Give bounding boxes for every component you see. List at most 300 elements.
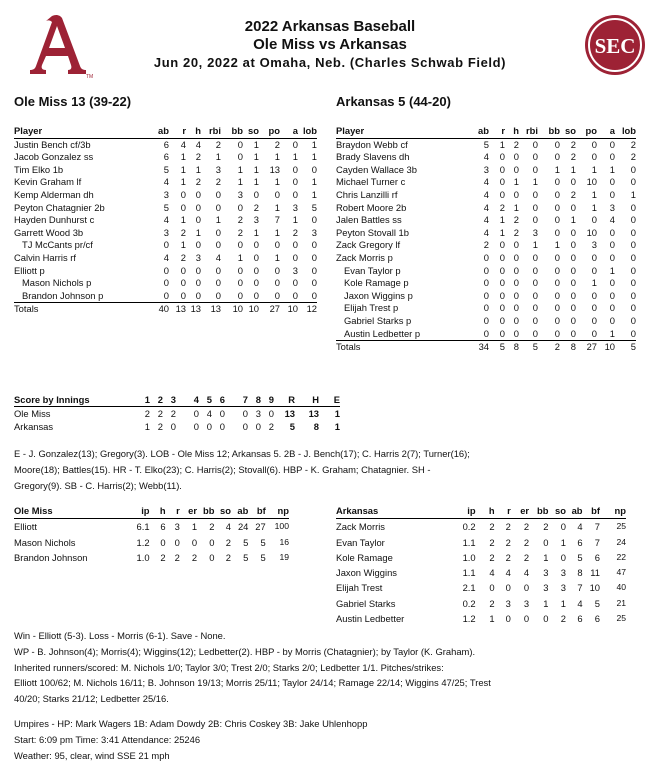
inning-header: 3 (170, 394, 176, 405)
stat-rbi: 1 (215, 214, 221, 226)
stat-bf: 6 (594, 613, 601, 625)
stat-ab: 5 (243, 536, 249, 548)
stat-a: 0 (609, 277, 615, 289)
total-ab: 40 (158, 303, 169, 315)
player-row (336, 252, 636, 265)
home-batting-table (336, 125, 636, 354)
stat-so: 2 (570, 138, 576, 150)
player-name: Kemp Alderman dh (14, 188, 94, 200)
stat-bb: 2 (543, 521, 549, 533)
pitching-notes-line: Inherited runners/scored: M. Nichols 1/0; Taylor 3/0; Trest 2/0; Starks 2/0; Ledbetter 1/1. Pitches/strikes: (14, 661, 444, 673)
stat-r: 0 (499, 188, 505, 200)
stat-lob: 0 (311, 214, 317, 226)
stat-lob: 2 (630, 138, 636, 150)
player-name: Elijah Trest p (344, 302, 399, 314)
player-name: Jacob Gonzalez ss (14, 151, 94, 163)
column-header-er: er (511, 503, 529, 519)
stat-ab: 0 (163, 264, 169, 276)
stat-h: 3 (195, 251, 201, 263)
stat-r: 2 (505, 536, 511, 548)
totals-row (336, 341, 636, 354)
game-notes (14, 446, 614, 493)
player-row (14, 189, 317, 202)
stat-so: 2 (225, 536, 231, 548)
stat-ab: 0 (163, 239, 169, 251)
stat-np: 16 (279, 536, 289, 547)
pitching-notes-line: 40/20; Starks 21/12; Ledbetter 25/16. (14, 693, 169, 705)
stat-a: 0 (280, 290, 298, 303)
stat-lob: 0 (311, 251, 317, 263)
column-header-po: po (259, 125, 280, 138)
stat-h: 4 (489, 567, 495, 579)
stat-h: 1 (489, 613, 495, 625)
pitcher-name: Elijah Trest (336, 582, 383, 594)
stat-ip: 1.0 (462, 551, 476, 563)
stat-h: 2 (513, 226, 519, 238)
stat-bf: 6 (594, 551, 601, 563)
table-header-row (336, 125, 636, 138)
stat-r: 1 (180, 214, 186, 226)
column-header-label: Player (14, 125, 149, 138)
stat-ip: 1.0 (136, 551, 150, 563)
column-header-r: r (166, 503, 180, 519)
player-name: Braydon Webb cf (336, 138, 408, 150)
stat-a: 0 (292, 251, 298, 263)
player-row (336, 227, 636, 240)
column-header-bb: bb (529, 503, 548, 519)
stat-so: 0 (570, 176, 576, 188)
stat-po: 1 (591, 201, 597, 213)
stat-lob: 1 (630, 188, 636, 200)
player-row (336, 315, 636, 328)
pitching-notes-line: Elliott 100/62; M. Nichols 16/11; B. Johnson 19/13; Morris 25/11; Taylor 24/14; Ramage 22/14; Wiggins 47/25; Trest (14, 677, 491, 689)
report-header (0, 18, 660, 71)
stat-rbi: 2 (215, 138, 221, 150)
stat-lob: 1 (311, 176, 317, 188)
stat-ip: 1.1 (462, 536, 476, 548)
total-errors: 1 (319, 407, 340, 421)
stat-ab: 0 (149, 290, 169, 303)
stat-bb: 1 (543, 597, 549, 609)
total-runs: 13 (274, 407, 295, 421)
stat-so: 1 (253, 138, 259, 150)
stat-so: 0 (570, 289, 576, 301)
stat-rbi: 0 (519, 328, 538, 341)
player-name: Cayden Wallace 3b (336, 163, 417, 175)
stat-bb: 0 (237, 201, 243, 213)
column-header-h: h (150, 503, 166, 519)
stat-so: 0 (560, 521, 566, 533)
stat-r: 0 (499, 251, 505, 263)
stat-a: 1 (292, 214, 298, 226)
stat-er: 0 (191, 536, 198, 548)
stat-ab: 0 (483, 289, 489, 301)
stat-ip: 1.2 (136, 536, 150, 548)
stat-po: 1 (274, 176, 280, 188)
stat-lob: 0 (630, 289, 636, 301)
stat-lob: 0 (298, 290, 317, 303)
stat-ab: 0 (483, 264, 489, 276)
stat-ab: 4 (163, 176, 169, 188)
stat-ip: 0.2 (462, 521, 476, 533)
stat-r: 0 (174, 536, 180, 548)
stat-bb: 3 (237, 188, 243, 200)
stat-h: 0 (160, 536, 166, 548)
date-site: Jun 20, 2022 at Omaha, Neb. (Charles Schwab Field) (153, 55, 507, 70)
stat-lob: 0 (311, 277, 317, 289)
stat-r: 2 (505, 551, 511, 563)
stat-so: 0 (570, 201, 576, 213)
home-pitching-table (336, 503, 626, 626)
player-row (336, 164, 636, 177)
total-rbi: 13 (210, 303, 221, 315)
stat-bb: 0 (554, 214, 560, 226)
stat-bb: 0 (221, 290, 243, 303)
stat-a: 1 (292, 151, 298, 163)
column-header-lob: lob (615, 125, 636, 138)
stat-er: 2 (191, 551, 198, 563)
stat-er: 0 (523, 582, 530, 594)
stat-ab: 0 (163, 277, 169, 289)
stat-rbi: 0 (532, 214, 538, 226)
column-header-po: po (576, 125, 597, 138)
inning-runs: 0 (255, 421, 261, 432)
column-header-ip: ip (130, 503, 149, 519)
column-header-er: er (180, 503, 197, 519)
away-batting-table (14, 125, 317, 316)
stat-r: 1 (180, 239, 186, 251)
inning-runs: 2 (150, 407, 163, 421)
stat-rbi: 0 (215, 264, 221, 276)
stat-h: 0 (513, 302, 519, 314)
stat-po: 3 (591, 239, 597, 251)
stat-np: 100 (274, 521, 289, 532)
stat-h: 0 (513, 264, 519, 276)
stat-ab: 3 (163, 188, 169, 200)
stat-rbi: 0 (532, 289, 538, 301)
stat-so: 1 (560, 597, 566, 609)
column-header-np: np (600, 503, 626, 519)
stat-bb: 0 (237, 264, 243, 276)
stat-a: 0 (292, 176, 298, 188)
stat-np: 24 (616, 536, 626, 547)
stat-rbi: 3 (215, 163, 221, 175)
start-time-line: Start: 6:09 pm Time: 3:41 Attendance: 25246 (14, 733, 201, 745)
stat-h: 6 (160, 521, 166, 533)
total-bb: 10 (232, 303, 243, 315)
game-info (14, 716, 614, 763)
stat-so: 1 (570, 163, 576, 175)
stat-r: 0 (180, 188, 186, 200)
stat-np: 21 (616, 597, 626, 608)
stat-ab: 4 (483, 214, 489, 226)
column-header-label: Player (336, 125, 470, 138)
column-header-ab: ab (566, 503, 583, 519)
hits-header: H (312, 394, 319, 405)
stat-bb: 0 (237, 138, 243, 150)
total-runs: 5 (289, 421, 295, 432)
stat-r: 2 (499, 201, 505, 213)
stat-a: 3 (609, 201, 615, 213)
inning-runs: 2 (268, 421, 274, 432)
stat-po: 1 (591, 163, 597, 175)
player-row (336, 302, 636, 315)
player-row (14, 290, 317, 303)
player-row (336, 290, 636, 303)
stat-bb: 0 (554, 176, 560, 188)
stat-rbi: 4 (215, 251, 221, 263)
stat-a: 0 (609, 138, 615, 150)
stat-h: 2 (489, 597, 495, 609)
stat-ab: 8 (577, 567, 583, 579)
stat-lob: 1 (311, 138, 317, 150)
stat-so: 0 (253, 251, 259, 263)
pitcher-row (14, 535, 289, 550)
column-header-ip: ip (454, 503, 475, 519)
stat-bb: 0 (237, 277, 243, 289)
svg-text:TM: TM (86, 74, 94, 78)
stat-np: 19 (279, 551, 289, 562)
stat-er: 3 (523, 597, 530, 609)
stat-rbi: 0 (532, 188, 538, 200)
column-header-so: so (243, 125, 259, 138)
inning-header: 5 (206, 394, 212, 405)
pitching-notes-line: WP - B. Johnson(4); Morris(4); Wiggins(12); Ledbetter(2). HBP - by Morris (Chatagnier); by Taylor (K. Graham). (14, 645, 476, 657)
stat-h: 0 (195, 214, 201, 226)
stat-bb: 0 (554, 277, 560, 289)
stat-ab: 4 (577, 597, 583, 609)
stat-r: 0 (499, 289, 505, 301)
stat-bb: 1 (237, 251, 243, 263)
stat-rbi: 0 (532, 264, 538, 276)
stat-lob: 0 (630, 251, 636, 263)
stat-lob: 0 (615, 328, 636, 341)
report-title: 2022 Arkansas Baseball (244, 18, 416, 35)
player-name: Brady Slavens dh (336, 151, 410, 163)
stat-h: 0 (195, 201, 201, 213)
stat-rbi: 0 (215, 239, 221, 251)
stat-rbi: 1 (532, 176, 538, 188)
pitcher-name: Zack Morris (336, 521, 385, 533)
stat-np: 25 (616, 521, 626, 532)
stat-ab: 0 (483, 302, 489, 314)
total-rbi: 5 (532, 341, 538, 353)
inning-runs: 0 (212, 407, 225, 421)
stat-bf: 5 (260, 536, 266, 548)
stat-bf: 5 (594, 597, 601, 609)
stat-bb: 0 (237, 151, 243, 163)
stat-er: 2 (523, 551, 530, 563)
column-header-so: so (560, 125, 576, 138)
player-row (336, 265, 636, 278)
player-name: Jalen Battles ss (336, 214, 402, 226)
stat-rbi: 0 (215, 188, 221, 200)
inning-header: 6 (219, 394, 225, 405)
player-row (336, 239, 636, 252)
stat-bb: 2 (209, 521, 215, 533)
stat-lob: 5 (311, 201, 317, 213)
player-name: Peyton Stovall 1b (336, 226, 409, 238)
stat-r: 0 (489, 328, 505, 341)
stat-a: 0 (609, 251, 615, 263)
stat-er: 2 (523, 536, 530, 548)
stat-bb: 1 (554, 163, 560, 175)
stat-bb: 1 (237, 176, 243, 188)
inning-runs: 0 (193, 421, 199, 432)
inning-runs: 0 (219, 421, 225, 432)
stat-ab: 24 (237, 521, 249, 533)
stat-po: 1 (274, 201, 280, 213)
player-row (14, 151, 317, 164)
stat-so: 4 (225, 521, 231, 533)
stat-h: 2 (489, 536, 495, 548)
stat-a: 0 (292, 138, 298, 150)
stat-ab: 4 (483, 226, 489, 238)
stat-r: 3 (505, 597, 511, 609)
player-row (336, 214, 636, 227)
total-errors: 1 (334, 421, 340, 432)
player-name: Jaxon Wiggins p (344, 289, 413, 301)
stat-h: 1 (513, 176, 519, 188)
score-by-innings-label: Score by Innings (14, 394, 90, 405)
player-name: Evan Taylor p (344, 264, 401, 276)
stat-lob: 0 (630, 201, 636, 213)
stat-so: 0 (253, 277, 259, 289)
stat-er: 0 (523, 613, 530, 625)
stat-h: 2 (195, 151, 201, 163)
stat-ab: 5 (163, 201, 169, 213)
team-name: Arkansas (14, 421, 54, 432)
weather-line: Weather: 95, clear, wind SSE 21 mph (14, 749, 170, 761)
pitcher-name: Gabriel Starks (336, 597, 396, 609)
stat-a: 0 (609, 289, 615, 301)
stat-so: 2 (570, 188, 576, 200)
player-row (336, 151, 636, 164)
stat-ab: 6 (163, 151, 169, 163)
column-header-rbi: rbi (201, 125, 221, 138)
stat-po: 0 (274, 188, 280, 200)
stat-rbi: 2 (215, 176, 221, 188)
stat-lob: 0 (630, 176, 636, 188)
stat-so: 0 (560, 551, 566, 563)
stat-bb: 0 (554, 138, 560, 150)
stat-bb: 0 (554, 289, 560, 301)
inning-runs: 3 (248, 407, 261, 421)
stat-rbi: 0 (215, 201, 221, 213)
stat-a: 3 (292, 201, 298, 213)
stat-lob: 0 (630, 314, 636, 326)
stat-so: 3 (253, 214, 259, 226)
stat-ab: 5 (243, 551, 249, 563)
stat-h: 0 (513, 314, 519, 326)
stat-h: 0 (513, 151, 519, 163)
column-header-so: so (548, 503, 566, 519)
stat-ip: 0.2 (462, 597, 476, 609)
stat-po: 0 (591, 302, 597, 314)
stat-er: 2 (523, 521, 530, 533)
stat-po: 1 (274, 151, 280, 163)
stat-po: 0 (274, 264, 280, 276)
column-header-bf: bf (248, 503, 265, 519)
stat-lob: 3 (311, 226, 317, 238)
player-row (14, 252, 317, 265)
stat-r: 0 (499, 302, 505, 314)
stat-h: 0 (513, 188, 519, 200)
stat-po: 13 (269, 163, 280, 175)
stat-r: 0 (499, 264, 505, 276)
inning-runs: 0 (242, 421, 248, 432)
stat-bb: 0 (554, 314, 560, 326)
stat-ab: 5 (483, 138, 489, 150)
stat-rbi: 0 (532, 151, 538, 163)
pitcher-row (336, 580, 626, 595)
pitcher-name: Jaxon Wiggins (336, 567, 397, 579)
stat-ab: 3 (163, 226, 169, 238)
stat-so: 2 (253, 201, 259, 213)
pitcher-row (14, 550, 289, 565)
stat-bb: 0 (237, 239, 243, 251)
stat-so: 0 (570, 277, 576, 289)
column-header-a: a (280, 125, 298, 138)
column-header-bf: bf (583, 503, 600, 519)
stat-h: 4 (195, 138, 201, 150)
stat-r: 1 (499, 138, 505, 150)
player-name: Peyton Chatagnier 2b (14, 201, 105, 213)
stat-h: 0 (513, 163, 519, 175)
runs-header: R (288, 394, 295, 405)
stat-h: 0 (513, 251, 519, 263)
stat-r: 0 (499, 151, 505, 163)
pitcher-row (336, 565, 626, 580)
stat-bb: 0 (554, 201, 560, 213)
total-hits: 8 (313, 421, 319, 432)
stat-r: 2 (180, 226, 186, 238)
stat-bf: 7 (594, 536, 601, 548)
player-name: Tim Elko 1b (14, 163, 64, 175)
column-header-label: Ole Miss (14, 503, 130, 519)
player-row (14, 138, 317, 151)
stat-r: 1 (499, 214, 505, 226)
stat-bf: 27 (255, 521, 266, 533)
stat-rbi: 0 (532, 201, 538, 213)
stat-so: 0 (570, 264, 576, 276)
pitcher-name: Elliott (14, 521, 37, 533)
column-header-h: h (476, 503, 495, 519)
stat-r: 4 (180, 138, 186, 150)
stat-bb: 0 (209, 551, 215, 563)
column-header-lob: lob (298, 125, 317, 138)
stat-bb: 0 (554, 151, 560, 163)
stat-rbi: 0 (532, 314, 538, 326)
stat-h: 0 (195, 239, 201, 251)
stat-rbi: 3 (532, 226, 538, 238)
stat-r: 3 (174, 521, 180, 533)
home-team-title: Arkansas 5 (44-20) (336, 94, 451, 109)
stat-so: 0 (560, 328, 576, 341)
stat-so: 0 (570, 226, 576, 238)
stat-r: 1 (180, 176, 186, 188)
player-name: Hayden Dunhurst c (14, 214, 95, 226)
stat-lob: 0 (630, 239, 636, 251)
player-name: Michael Turner c (336, 176, 406, 188)
stat-lob: 0 (630, 277, 636, 289)
totals-label: Totals (336, 341, 361, 353)
stat-po: 0 (591, 214, 597, 226)
total-so: 10 (248, 303, 259, 315)
stat-so: 0 (253, 239, 259, 251)
player-name: Austin Ledbetter p (336, 328, 470, 341)
line-score-row (14, 407, 340, 421)
